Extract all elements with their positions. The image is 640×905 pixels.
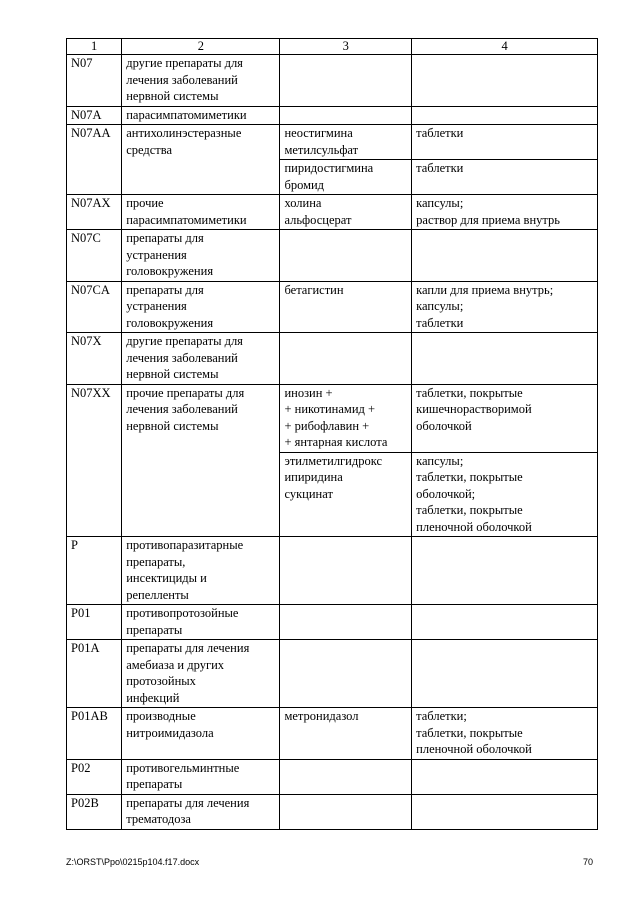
drug-name-cell-line: этилметилгидрокс <box>284 453 383 468</box>
table-row <box>67 794 598 829</box>
group-name-cell-line: лечения заболеваний <box>126 350 238 365</box>
dosage-form-cell <box>412 195 598 230</box>
table-row <box>67 640 598 708</box>
group-name-cell-line: инфекций <box>126 690 180 705</box>
drug-name-cell-line: + янтарная кислота <box>284 435 388 449</box>
dosage-form-cell <box>412 384 598 452</box>
atc-code-cell: N07A <box>67 106 122 125</box>
dosage-form-cell-line: таблетки; <box>416 709 467 723</box>
group-name-cell <box>122 640 280 708</box>
drug-name-cell-line: + никотинамид + <box>284 402 376 416</box>
dosage-form-cell-line: таблетки, покрытые <box>416 503 523 517</box>
header-cell: 1 <box>67 39 122 55</box>
group-name-cell-line: головокружения <box>126 315 214 330</box>
dosage-form-cell-line: таблетки <box>416 161 464 175</box>
table-row <box>67 55 598 107</box>
drug-name-cell-line: метронидазол <box>284 709 359 723</box>
dosage-form-cell <box>412 55 598 107</box>
atc-code-cell: N07CA <box>67 281 122 333</box>
dosage-form-cell-line: капсулы; <box>416 299 464 313</box>
atc-code-cell: N07X <box>67 333 122 385</box>
table-row <box>67 384 598 452</box>
group-name-cell-line: амебиаза и других <box>126 657 225 672</box>
dosage-form-cell-line: оболочкой; <box>416 486 476 501</box>
dosage-form-cell <box>412 640 598 708</box>
group-name-cell <box>122 55 280 107</box>
drug-name-cell <box>280 640 412 708</box>
drug-name-cell <box>280 537 412 605</box>
dosage-form-cell <box>412 333 598 385</box>
group-name-cell-line: прочие препараты для <box>126 385 245 400</box>
drug-table <box>66 38 598 830</box>
group-name-cell <box>122 195 280 230</box>
dosage-form-cell-line: таблетки, покрытые <box>416 725 523 740</box>
drug-name-cell-line: пиридостигмина <box>284 161 374 175</box>
dosage-form-cell-line: капсулы; <box>416 453 464 468</box>
drug-name-cell-line: сукцинат <box>284 486 333 501</box>
group-name-cell <box>122 759 280 794</box>
table-row <box>67 230 598 282</box>
group-name-cell-line: нервной системы <box>126 89 219 103</box>
dosage-form-cell <box>412 794 598 829</box>
group-name-cell-line: нервной системы <box>126 418 219 433</box>
group-name-cell-line: препараты <box>126 777 183 791</box>
dosage-form-cell-line: капли для приема внутрь; <box>416 282 554 297</box>
dosage-form-cell <box>412 452 598 537</box>
dosage-form-cell <box>412 281 598 333</box>
group-name-cell-line: препараты для <box>126 231 204 245</box>
group-name-cell-line: парасимпатомиметики <box>126 107 247 122</box>
group-name-cell <box>122 537 280 605</box>
drug-name-cell <box>280 230 412 282</box>
dosage-form-cell <box>412 759 598 794</box>
footer-file-path: Z:\ORST\Ppo\0215p104.f17.docx <box>66 857 200 867</box>
group-name-cell-line: трематодоза <box>126 812 191 826</box>
group-name-cell-line: репелленты <box>126 587 189 602</box>
group-name-cell <box>122 281 280 333</box>
atc-code-cell: N07C <box>67 230 122 282</box>
dosage-form-cell <box>412 106 598 125</box>
group-name-cell-line: лечения заболеваний <box>126 402 238 416</box>
drug-name-cell <box>280 106 412 125</box>
drug-name-cell <box>280 452 412 537</box>
dosage-form-cell <box>412 537 598 605</box>
group-name-cell-line: устранения <box>126 299 187 313</box>
group-name-cell <box>122 708 280 760</box>
table-row <box>67 281 598 333</box>
group-name-cell <box>122 384 280 537</box>
header-cell: 2 <box>122 39 280 55</box>
dosage-form-cell <box>412 230 598 282</box>
atc-code-cell: P <box>67 537 122 605</box>
group-name-cell <box>122 106 280 125</box>
atc-code-cell: N07AX <box>67 195 122 230</box>
drug-name-cell-line: ипиридина <box>284 470 343 484</box>
page-number: 70 <box>583 857 594 867</box>
drug-name-cell <box>280 384 412 452</box>
drug-name-cell-line: инозин + <box>284 385 333 400</box>
group-name-cell-line: антихолинэстеразные <box>126 126 242 140</box>
drug-name-cell-line: + рибофлавин + <box>284 418 370 433</box>
dosage-form-cell-line: таблетки, покрытые <box>416 470 523 484</box>
group-name-cell-line: протозойных <box>126 674 196 688</box>
dosage-form-cell <box>412 160 598 195</box>
group-name-cell-line: препараты для <box>126 282 204 297</box>
atc-code-cell: P01 <box>67 605 122 640</box>
drug-name-cell-line: альфосцерат <box>284 212 352 227</box>
atc-code-cell: P01A <box>67 640 122 708</box>
group-name-cell-line: препараты <box>126 622 183 637</box>
table-row <box>67 195 598 230</box>
group-name-cell-line: препараты для лечения <box>126 641 250 655</box>
drug-name-cell-line: бромид <box>284 177 325 192</box>
dosage-form-cell-line: таблетки, покрытые <box>416 385 523 400</box>
group-name-cell-line: противогельминтные <box>126 760 240 775</box>
table-row <box>67 605 598 640</box>
drug-name-cell <box>280 160 412 195</box>
drug-name-cell <box>280 759 412 794</box>
table-row <box>67 537 598 605</box>
group-name-cell-line: устранения <box>126 247 187 262</box>
header-cell: 3 <box>280 39 412 55</box>
header-row <box>67 39 598 55</box>
group-name-cell <box>122 605 280 640</box>
drug-name-cell <box>280 794 412 829</box>
dosage-form-cell-line: кишечнорастворимой <box>416 402 532 416</box>
dosage-form-cell-line: раствор для приема внутрь <box>416 212 560 227</box>
group-name-cell <box>122 125 280 195</box>
dosage-form-cell-line: капсулы; <box>416 196 464 210</box>
atc-code-cell: N07XX <box>67 384 122 537</box>
dosage-form-cell-line: пленочной оболочкой <box>416 742 532 756</box>
drug-name-cell-line: неостигмина <box>284 126 353 140</box>
table-row <box>67 333 598 385</box>
group-name-cell-line: другие препараты для <box>126 334 243 348</box>
atc-code-cell: N07 <box>67 55 122 107</box>
drug-name-cell <box>280 195 412 230</box>
dosage-form-cell-line: таблетки <box>416 315 464 330</box>
dosage-form-cell-line: пленочной оболочкой <box>416 519 532 534</box>
table-row <box>67 106 598 125</box>
dosage-form-cell <box>412 708 598 760</box>
group-name-cell-line: противопаразитарные <box>126 538 244 552</box>
group-name-cell-line: головокружения <box>126 264 214 278</box>
atc-code-cell: P01AB <box>67 708 122 760</box>
drug-name-cell-line: бетагистин <box>284 282 344 297</box>
atc-code-cell: P02 <box>67 759 122 794</box>
group-name-cell-line: средства <box>126 142 173 157</box>
group-name-cell-line: другие препараты для <box>126 56 243 70</box>
group-name-cell-line: препараты для лечения <box>126 795 250 810</box>
dosage-form-cell-line: оболочкой <box>416 418 472 433</box>
group-name-cell <box>122 230 280 282</box>
drug-name-cell <box>280 333 412 385</box>
dosage-form-cell <box>412 125 598 160</box>
group-name-cell-line: противопротозойные <box>126 606 239 620</box>
table-row <box>67 759 598 794</box>
group-name-cell <box>122 794 280 829</box>
drug-name-cell <box>280 55 412 107</box>
drug-name-cell-line: метилсульфат <box>284 142 359 157</box>
group-name-cell <box>122 333 280 385</box>
group-name-cell-line: препараты, <box>126 554 186 569</box>
group-name-cell-line: прочие <box>126 196 164 210</box>
group-name-cell-line: нервной системы <box>126 367 219 381</box>
atc-code-cell: N07AA <box>67 125 122 195</box>
drug-name-cell <box>280 281 412 333</box>
group-name-cell-line: нитроимидазола <box>126 725 214 740</box>
table-row <box>67 125 598 160</box>
atc-code-cell: P02B <box>67 794 122 829</box>
drug-name-cell <box>280 605 412 640</box>
group-name-cell-line: парасимпатомиметики <box>126 212 247 227</box>
drug-name-cell <box>280 708 412 760</box>
table-row <box>67 708 598 760</box>
dosage-form-cell-line: таблетки <box>416 126 464 140</box>
header-cell: 4 <box>412 39 598 55</box>
group-name-cell-line: производные <box>126 709 196 723</box>
group-name-cell-line: лечения заболеваний <box>126 72 238 87</box>
drug-name-cell-line: холина <box>284 196 322 210</box>
group-name-cell-line: инсектициды и <box>126 571 207 585</box>
dosage-form-cell <box>412 605 598 640</box>
drug-name-cell <box>280 125 412 160</box>
